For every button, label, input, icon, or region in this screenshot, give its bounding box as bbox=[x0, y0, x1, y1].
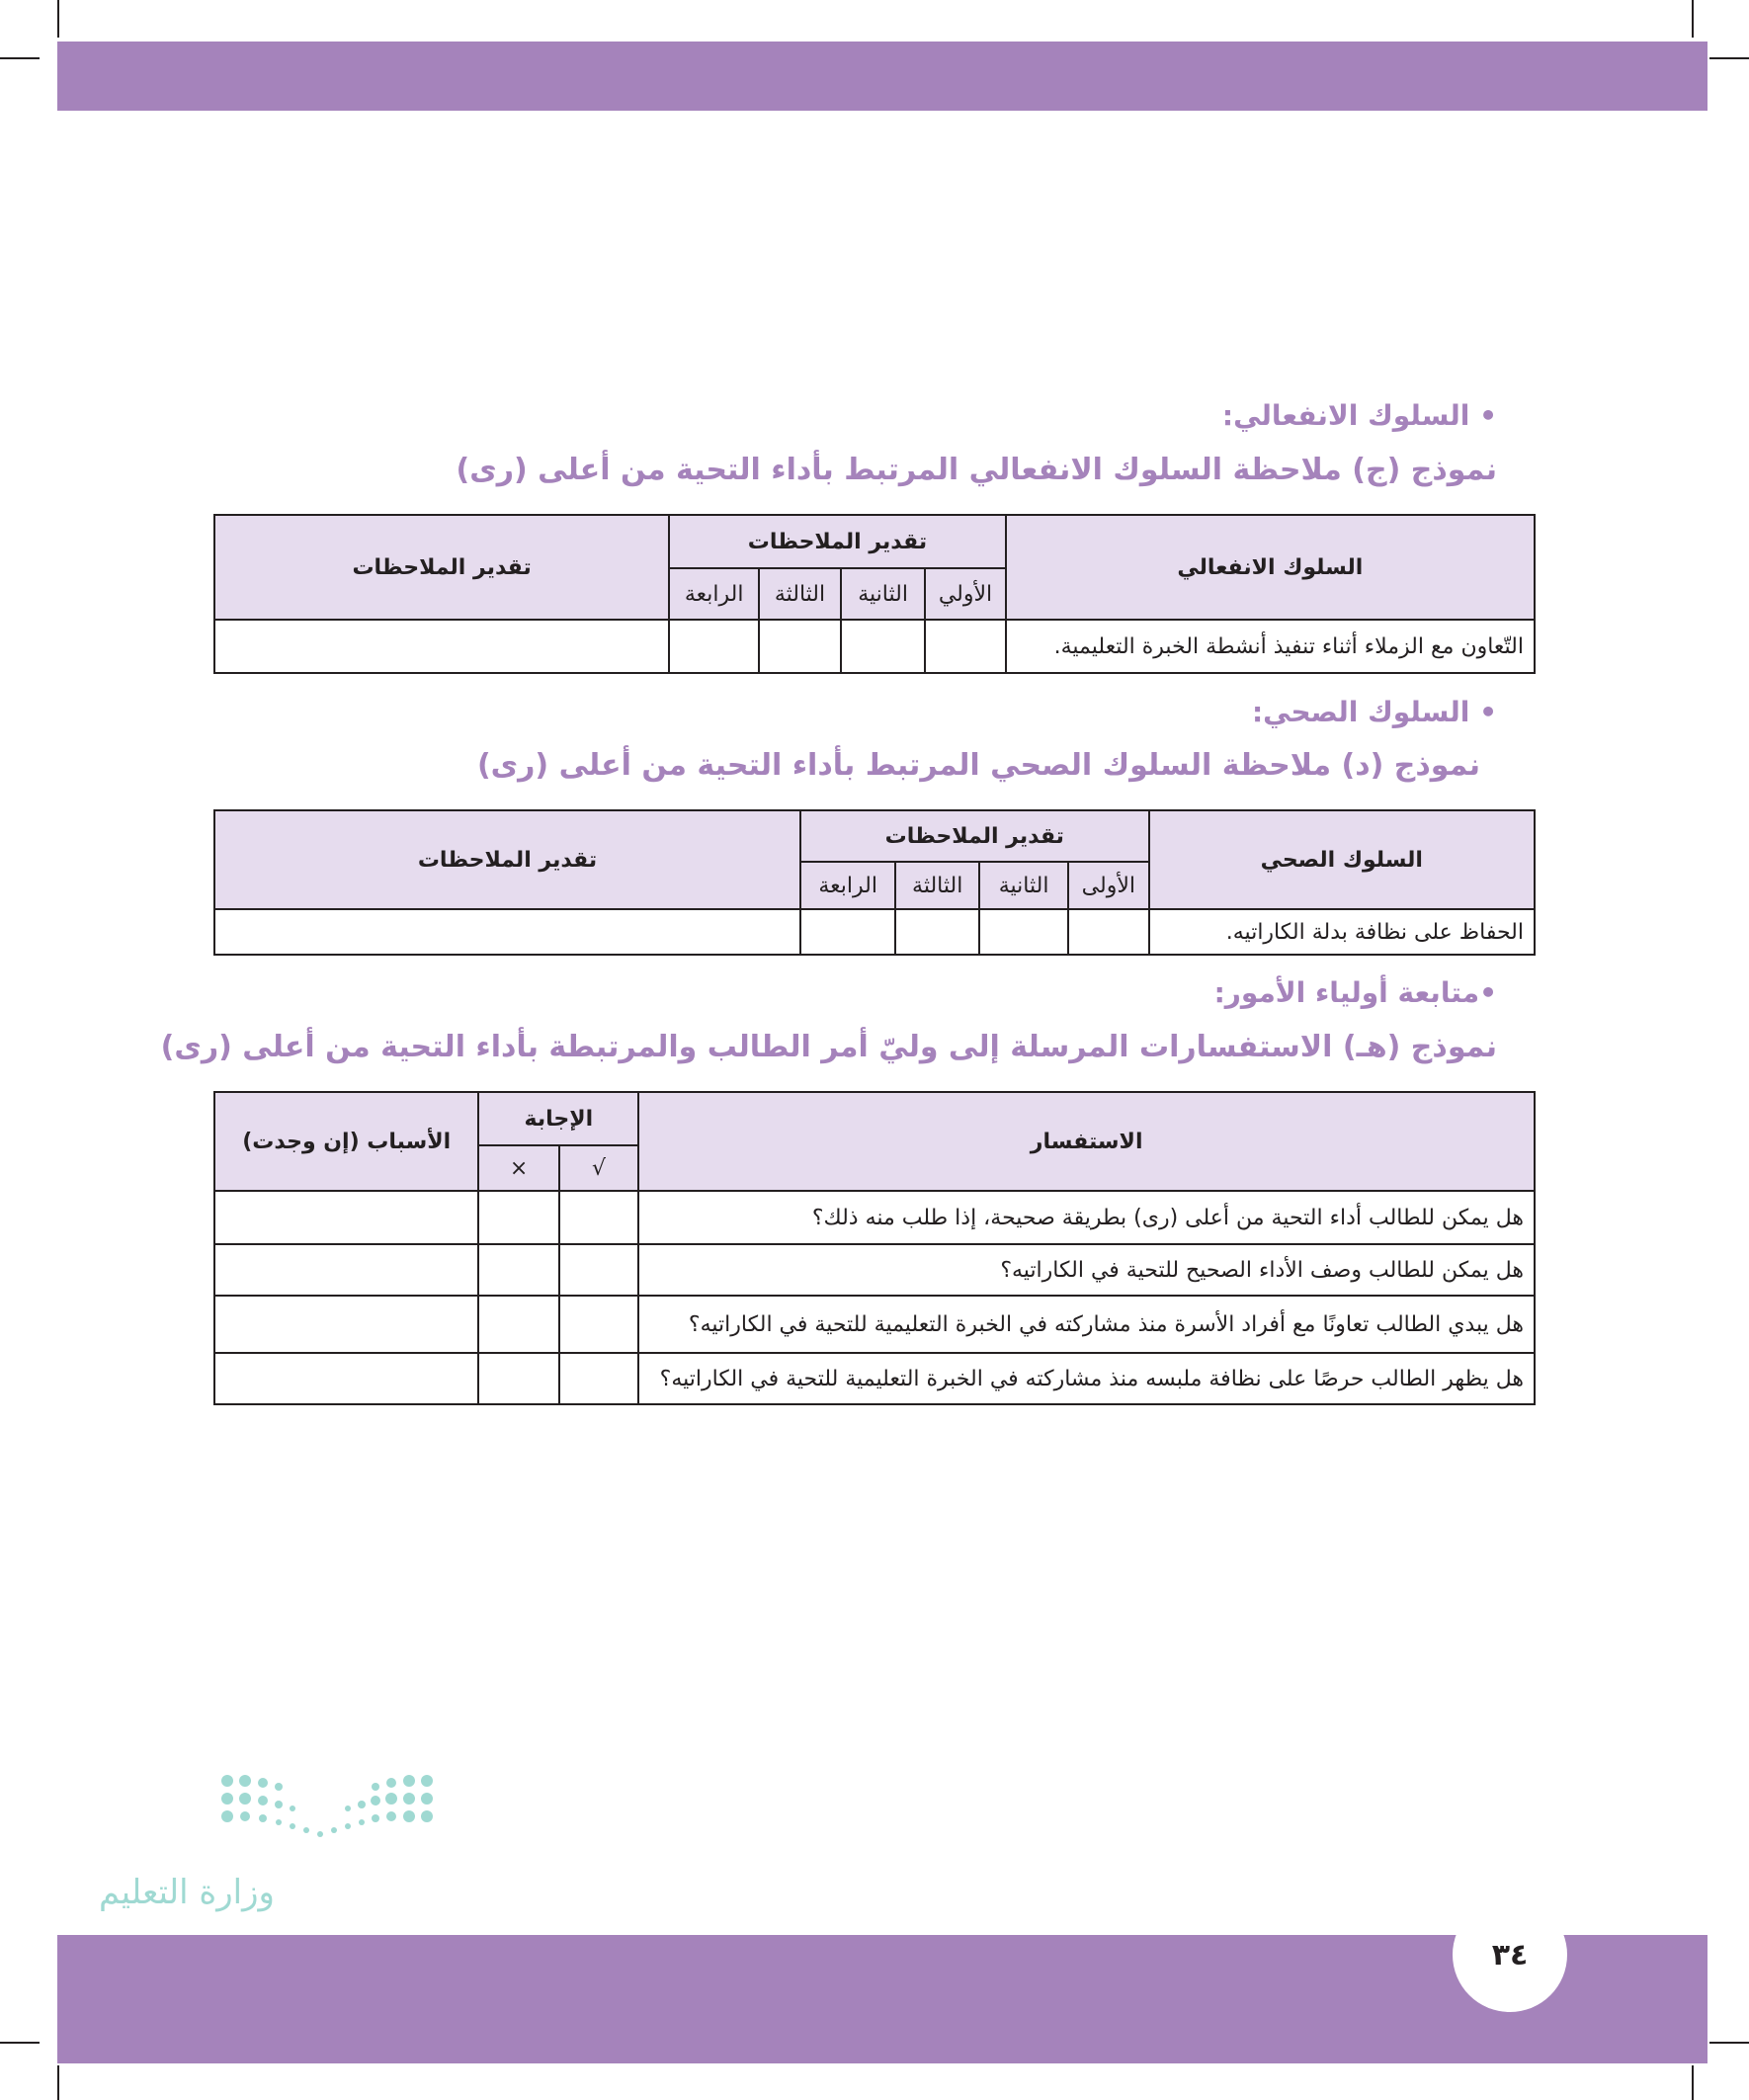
column-header: الاستفسار bbox=[638, 1092, 1535, 1191]
checkbox-cell[interactable] bbox=[895, 909, 979, 955]
sub-header: الثانية bbox=[979, 862, 1068, 909]
table-row bbox=[214, 1353, 1535, 1404]
form-title: نموذج (هـ) الاستفسارات المرسلة إلى وليّ أمر الطالب والمرتبطة بأداء التحية من أعلى (رى) bbox=[160, 1030, 1497, 1064]
sub-header: الأولي bbox=[925, 568, 1005, 620]
form-title: نموذج (د) ملاحظة السلوك الصحي المرتبط بأداء التحية من أعلى (رى) bbox=[476, 748, 1480, 783]
question-text: هل يمكن للطالب وصف الأداء الصحيح للتحية في الكاراتيه؟ bbox=[638, 1244, 1535, 1296]
crop-mark bbox=[1709, 57, 1749, 59]
yes-cell[interactable] bbox=[559, 1296, 638, 1353]
checkbox-cell[interactable] bbox=[841, 620, 925, 673]
table-row bbox=[214, 1296, 1535, 1353]
parent-followup-table bbox=[213, 1091, 1536, 1405]
checkbox-cell[interactable] bbox=[759, 620, 841, 673]
crop-mark bbox=[1692, 0, 1694, 38]
sub-header: الثانية bbox=[841, 568, 925, 620]
checkbox-cell[interactable] bbox=[925, 620, 1005, 673]
table-row bbox=[214, 909, 1535, 955]
form-title: نموذج (ج) ملاحظة السلوك الانفعالي المرتبط بأداء التحية من أعلى (رى) bbox=[456, 453, 1497, 487]
checkbox-cell[interactable] bbox=[800, 909, 895, 955]
row-label: الحفاظ على نظافة بدلة الكاراتيه. bbox=[1149, 909, 1535, 955]
column-header: الأسباب (إن وجدت) bbox=[214, 1092, 478, 1191]
crop-mark bbox=[1692, 2065, 1694, 2100]
no-cell[interactable] bbox=[478, 1296, 558, 1353]
question-text: هل يبدي الطالب تعاونًا مع أفراد الأسرة منذ مشاركته في الخبرة التعليمية للتحية في الكاراتيه؟ bbox=[638, 1296, 1535, 1353]
yes-cell[interactable] bbox=[559, 1244, 638, 1296]
sub-header: الرابعة bbox=[800, 862, 895, 909]
checkbox-cell[interactable] bbox=[979, 909, 1068, 955]
yes-cell[interactable] bbox=[559, 1191, 638, 1244]
section-heading: •متابعة أولياء الأمور: bbox=[1213, 976, 1497, 1009]
no-cell[interactable] bbox=[478, 1353, 558, 1404]
health-behavior-table bbox=[213, 809, 1536, 956]
checkmark-icon: √ bbox=[559, 1145, 638, 1191]
no-cell[interactable] bbox=[478, 1244, 558, 1296]
no-cell[interactable] bbox=[478, 1191, 558, 1244]
cross-icon: × bbox=[478, 1145, 558, 1191]
column-header: الإجابة bbox=[478, 1092, 638, 1145]
crop-mark bbox=[57, 2065, 59, 2100]
ministry-logo-icon bbox=[99, 1769, 464, 1868]
table-row bbox=[214, 1244, 1535, 1296]
question-text: هل يمكن للطالب أداء التحية من أعلى (رى) بطريقة صحيحة، إذا طلب منه ذلك؟ bbox=[638, 1191, 1535, 1244]
table-row bbox=[214, 1191, 1535, 1244]
column-header: تقدير الملاحظات bbox=[214, 515, 669, 620]
crop-mark bbox=[0, 2042, 40, 2044]
crop-mark bbox=[0, 57, 40, 59]
reasons-cell[interactable] bbox=[214, 1353, 478, 1404]
checkbox-cell[interactable] bbox=[1068, 909, 1148, 955]
crop-mark bbox=[1709, 2042, 1749, 2044]
emotional-behavior-table bbox=[213, 514, 1536, 674]
section-heading: • السلوك الانفعالي: bbox=[1221, 399, 1497, 432]
column-header: تقدير الملاحظات bbox=[800, 810, 1149, 862]
section-heading: • السلوك الصحي: bbox=[1251, 696, 1497, 728]
notes-cell[interactable] bbox=[214, 620, 669, 673]
notes-cell[interactable] bbox=[214, 909, 800, 955]
reasons-cell[interactable] bbox=[214, 1244, 478, 1296]
page-number: ٣٤ bbox=[1453, 1897, 1567, 2012]
yes-cell[interactable] bbox=[559, 1353, 638, 1404]
sub-header: الثالثة bbox=[759, 568, 841, 620]
sub-header: الأولى bbox=[1068, 862, 1148, 909]
column-header: تقدير الملاحظات bbox=[669, 515, 1005, 568]
row-label: التّعاون مع الزملاء أثناء تنفيذ أنشطة الخبرة التعليمية. bbox=[1006, 620, 1535, 673]
sub-header: الثالثة bbox=[895, 862, 979, 909]
reasons-cell[interactable] bbox=[214, 1191, 478, 1244]
sub-header: الرابعة bbox=[669, 568, 759, 620]
column-header: تقدير الملاحظات bbox=[214, 810, 800, 909]
column-header: السلوك الانفعالي bbox=[1006, 515, 1535, 620]
reasons-cell[interactable] bbox=[214, 1296, 478, 1353]
column-header: السلوك الصحي bbox=[1149, 810, 1535, 909]
crop-mark bbox=[57, 0, 59, 38]
question-text: هل يظهر الطالب حرصًا على نظافة ملبسه منذ مشاركته في الخبرة التعليمية للتحية في الكاراتيه؟ bbox=[638, 1353, 1535, 1404]
header-band bbox=[57, 42, 1707, 111]
table-row bbox=[214, 620, 1535, 673]
ministry-logo-text: وزارة التعليم bbox=[99, 1873, 275, 1912]
checkbox-cell[interactable] bbox=[669, 620, 759, 673]
